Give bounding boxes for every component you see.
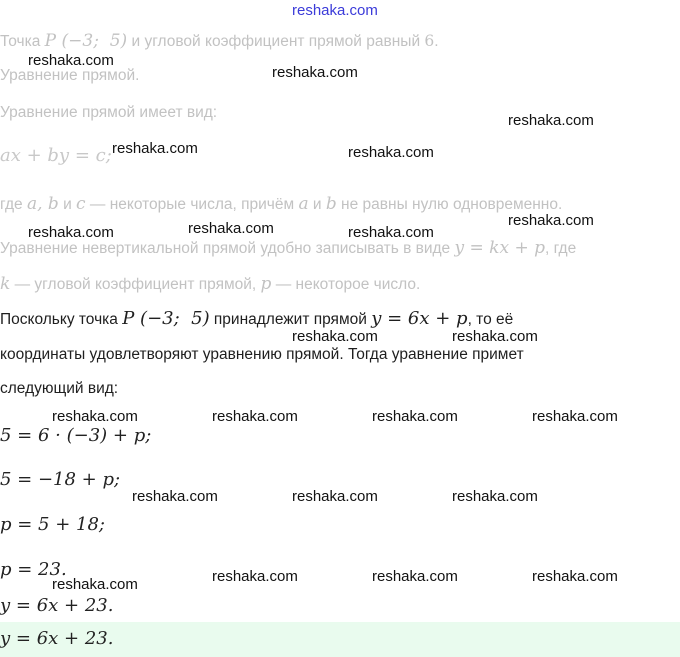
where-a: a [298,194,309,214]
watermark: reshaka.com [132,488,218,505]
watermark: reshaka.com [28,52,114,69]
where-p5: не равны нулю одновременно. [336,196,563,213]
k-def-p1: — угловой коэффициент прямой, [10,276,261,293]
where-p3: — некоторые числа, причём [85,196,299,213]
since-p1: Поскольку точка [0,311,123,328]
watermark: reshaka.com [532,568,618,585]
watermark: reshaka.com [452,488,538,505]
given-prefix: Точка [0,33,45,50]
where-p1: где [0,196,27,213]
watermark: reshaka.com [372,408,458,425]
nonvertical-p2: , где [544,240,577,257]
watermark: reshaka.com [272,64,358,81]
p-symbol: p [260,274,272,294]
watermark: reshaka.com [348,224,434,241]
step-5: y = 6x + 23. [0,595,114,616]
k-definition-line [0,274,420,294]
since-point: P (−3; 5) [122,308,210,329]
k-symbol: k [0,274,11,294]
answer-box [0,622,680,657]
where-c: c [76,194,86,214]
where-p4: и [308,196,326,213]
step-3: p = 5 + 18; [0,514,105,535]
watermark: reshaka.com [508,112,594,129]
where-p2: и [58,196,77,213]
where-b: b [325,194,337,214]
answer: y = 6x + 23. [0,628,114,649]
given-line [0,31,439,51]
watermark: reshaka.com [292,488,378,505]
where-ab: a, b [26,194,59,214]
nonvertical-line [0,238,576,258]
watermark: reshaka.com [532,408,618,425]
watermark: reshaka.com [212,568,298,585]
given-middle: и угловой коэффициент прямой равный [127,33,425,50]
step-1: 5 = 6 · (−3) + p; [0,425,152,446]
watermark: reshaka.com [52,408,138,425]
where-line [0,194,562,214]
watermark: reshaka.com [28,224,114,241]
watermark-top: reshaka.com [292,2,378,19]
watermark: reshaka.com [188,220,274,237]
step-2: 5 = −18 + p; [0,469,121,490]
since-line-2: координаты удовлетворяют уравнению прямой. Тогда уравнение примет [0,346,524,363]
step-4: p = 23. [0,559,67,580]
watermark: reshaka.com [452,328,538,345]
form-intro: Уравнение прямой имеет вид: [0,104,218,121]
general-equation: ax + by = c; [0,145,112,166]
watermark: reshaka.com [212,408,298,425]
since-p2: принадлежит прямой [209,311,372,328]
watermark: reshaka.com [508,212,594,229]
heading: Уравнение прямой. [0,67,140,84]
watermark: reshaka.com [52,576,138,593]
since-line-1 [0,308,513,329]
watermark: reshaka.com [292,328,378,345]
nonvertical-eq: y = kx + p [454,238,545,258]
watermark: reshaka.com [112,140,198,157]
since-line-3: следующий вид: [0,380,119,397]
given-point: P (−3; 5) [44,31,128,51]
nonvertical-p1: Уравнение невертикальной прямой удобно записывать в виде [0,240,455,257]
given-suffix: . [434,33,439,50]
k-def-p2: — некоторое число. [271,276,421,293]
watermark: reshaka.com [348,144,434,161]
given-k: 6 [424,32,435,50]
watermark: reshaka.com [372,568,458,585]
since-eq: y = 6x + p [371,308,468,329]
since-p3: , то её [467,311,514,328]
